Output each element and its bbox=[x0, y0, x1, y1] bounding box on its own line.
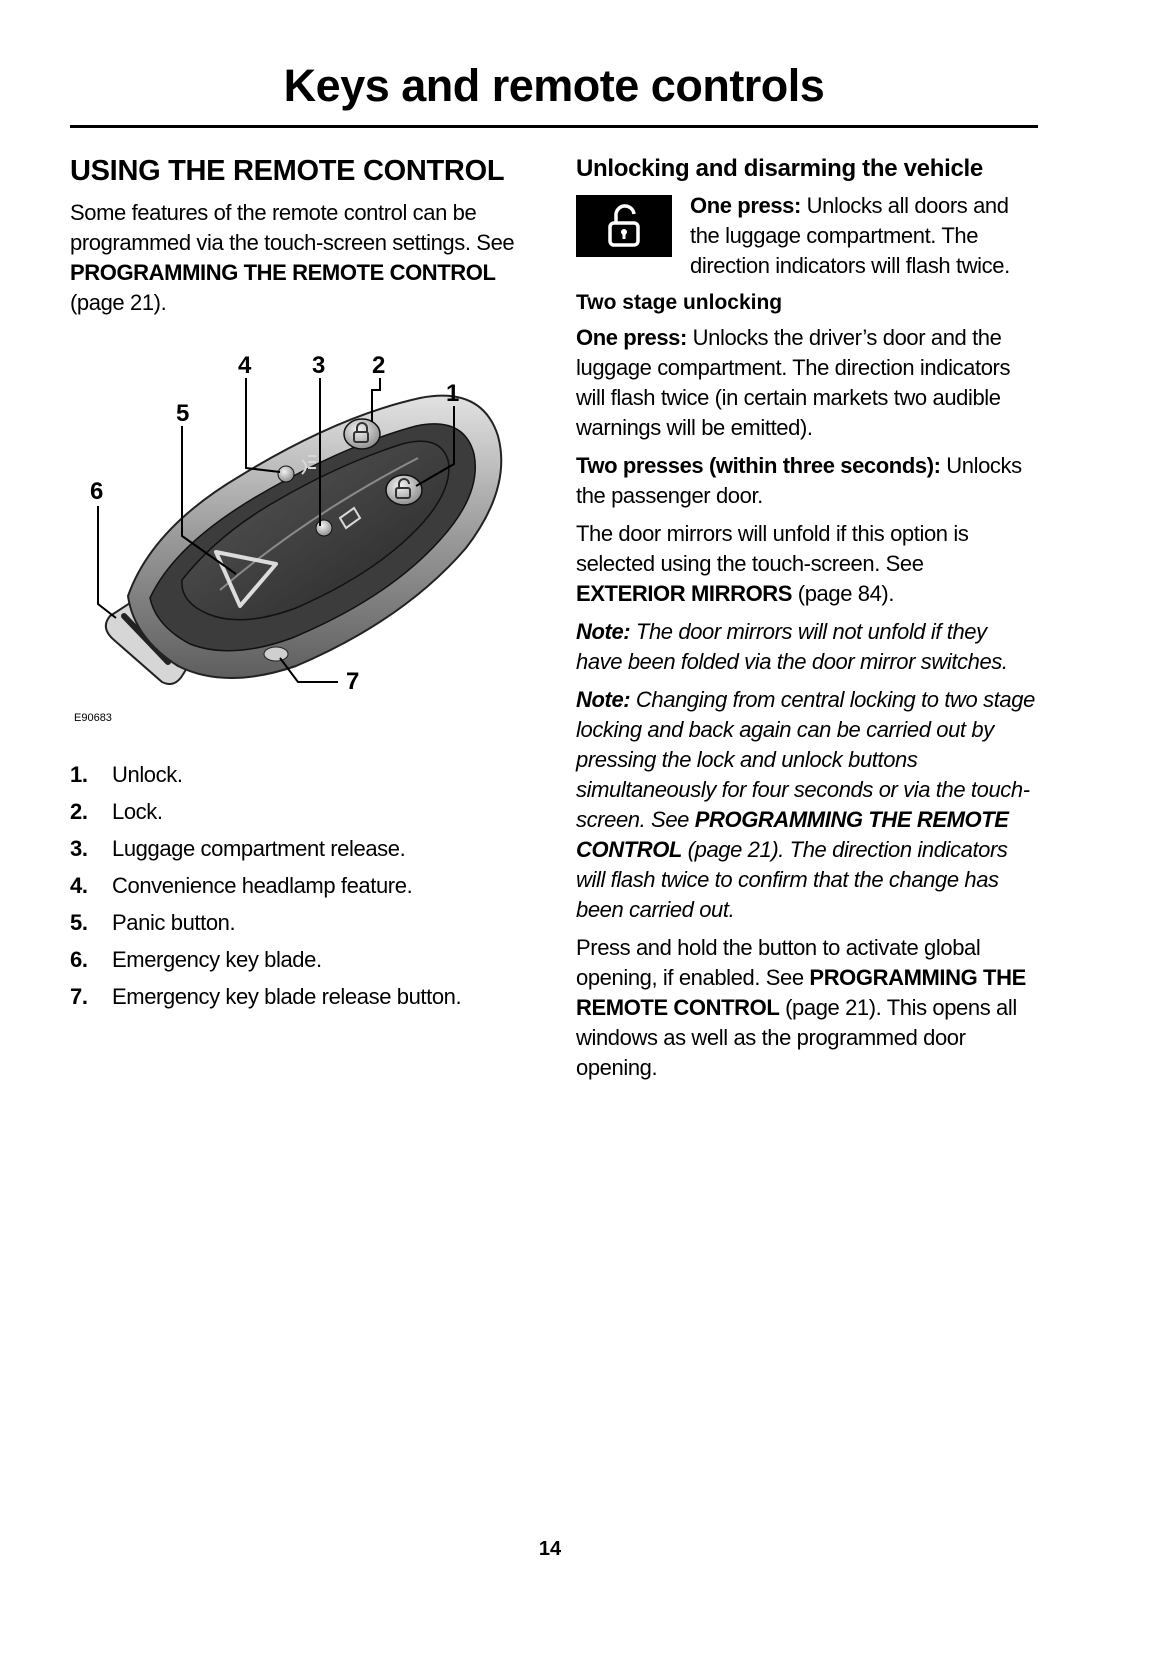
global-opening-paragraph: Press and hold the button to activate global opening, if enabled. See PROGRAMMING THE REMOTE CONTROL (page 21). This opens all windows as well as the programmed door opening. bbox=[576, 935, 1026, 1080]
intro-paragraph bbox=[70, 198, 540, 318]
programming-link[interactable]: PROGRAMMING THE REMOTE CONTROL bbox=[576, 965, 1026, 1020]
list-item: 3. Luggage compartment release. bbox=[70, 836, 406, 861]
list-item: 6. Emergency key blade. bbox=[70, 947, 322, 972]
callout-label-1: 1 bbox=[446, 380, 460, 407]
callout-label-3: 3 bbox=[312, 352, 326, 379]
remote-control-figure bbox=[70, 338, 540, 738]
lock-button bbox=[344, 419, 380, 449]
page-number: 14 bbox=[538, 1538, 562, 1560]
two-stage-one-press: One press: Unlocks the driver’s door and the luggage compartment. The direction indicators will flash twice (in certain markets two audible warnings will be emitted). bbox=[576, 325, 1011, 440]
mirrors-paragraph: The door mirrors will unfold if this option is selected using the touch-screen. See EXTERIOR MIRRORS (page 84). bbox=[576, 521, 969, 606]
one-press-row bbox=[576, 191, 1038, 281]
callout-label-4: 4 bbox=[238, 352, 252, 379]
list-item: 7. Emergency key blade release button. bbox=[70, 984, 462, 1009]
remote-key-illustration bbox=[70, 338, 540, 738]
remote-button-list bbox=[70, 756, 540, 1015]
note-central-locking: Note: Changing from central locking to two stage locking and back again can be carried out by pressing the lock and unlock buttons simultaneously for four seconds or via the touch-screen. See PROGRAMMING THE REMOTE CONTROL (page 21). The direction indicators will flash twice to confirm that the change has been carried out. bbox=[576, 687, 1035, 922]
programming-link[interactable]: PROGRAMMING THE REMOTE CONTROL bbox=[70, 260, 496, 285]
intro-text: Some features of the remote control can be programmed via the touch-screen settings. See bbox=[70, 200, 515, 255]
list-item: 4. Convenience headlamp feature. bbox=[70, 873, 413, 898]
right-column bbox=[576, 155, 1038, 1091]
list-item: 1. Unlock. bbox=[70, 762, 183, 787]
callout-label-5: 5 bbox=[176, 400, 190, 427]
callout-label-7: 7 bbox=[346, 668, 360, 695]
two-stage-two-presses: Two presses (within three seconds): Unlocks the passenger door. bbox=[576, 453, 1022, 508]
two-stage-heading: Two stage unlocking bbox=[576, 291, 783, 314]
exterior-mirrors-link[interactable]: EXTERIOR MIRRORS bbox=[576, 581, 793, 606]
page-title: Keys and remote controls bbox=[283, 60, 825, 111]
programming-link[interactable]: PROGRAMMING THE REMOTE CONTROL bbox=[576, 807, 1009, 862]
one-press-text: One press: Unlocks all doors and the luggage compartment. The direction indicators will flash twice. bbox=[690, 193, 1010, 278]
list-item: 2. Lock. bbox=[70, 799, 163, 824]
title-rule bbox=[70, 125, 1038, 128]
list-item: 5. Panic button. bbox=[70, 910, 236, 935]
section-heading: USING THE REMOTE CONTROL bbox=[70, 155, 505, 187]
blade-release-button bbox=[264, 647, 288, 661]
intro-page-ref: (page 21). bbox=[70, 290, 167, 315]
callout-label-6: 6 bbox=[90, 478, 104, 505]
unlock-button bbox=[386, 475, 422, 505]
callout-label-2: 2 bbox=[372, 352, 386, 379]
figure-code: E90683 bbox=[74, 712, 112, 724]
unlock-icon bbox=[576, 195, 672, 257]
note-mirrors: Note: The door mirrors will not unfold if they have been folded via the door mirror switches. bbox=[576, 619, 1008, 674]
left-column bbox=[70, 155, 540, 1015]
unlocking-heading: Unlocking and disarming the vehicle bbox=[576, 155, 983, 182]
